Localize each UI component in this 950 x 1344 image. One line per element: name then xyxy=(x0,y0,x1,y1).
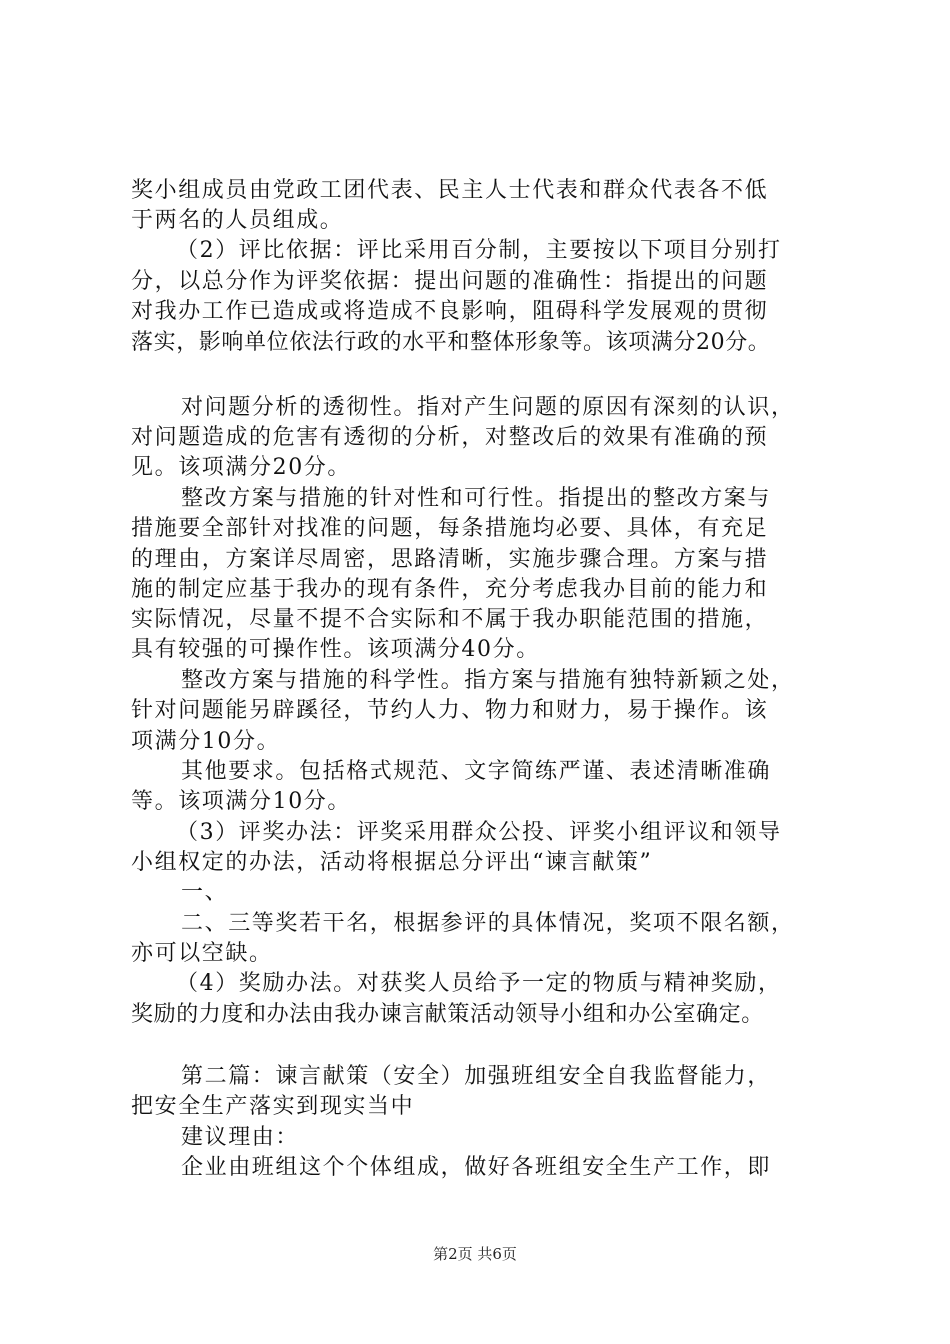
text-line: 整改方案与措施的针对性和可行性。指提出的整改方案与 xyxy=(181,486,772,511)
text-line: 施的制定应基于我办的现有条件，充分考虑我办目前的能力和 xyxy=(131,577,769,602)
text-line: 奖小组成员由党政工团代表、民主人士代表和群众代表各不低 xyxy=(131,178,769,203)
text-line: 分，以总分作为评奖依据：提出问题的准确性：指提出的问题 xyxy=(131,269,769,294)
text-line: 企业由班组这个个体组成，做好各班组安全生产工作，即 xyxy=(181,1155,772,1180)
text-line: 对问题造成的危害有透彻的分析，对整改后的效果有准确的预 xyxy=(131,425,769,450)
text-line: （4）奖励办法。对获奖人员给予一定的物质与精神奖励， xyxy=(176,971,782,996)
text-line: 整改方案与措施的科学性。指方案与措施有独特新颖之处， xyxy=(181,668,795,693)
text-line: 针对问题能另辟蹊径，节约人力、物力和财力，易于操作。该 xyxy=(131,698,769,723)
text-line: 的理由，方案详尽周密，思路清晰，实施步骤合理。方案与措 xyxy=(131,547,769,572)
text-line: 于两名的人员组成。 xyxy=(131,208,344,233)
text-line: 见。该项满分20分。 xyxy=(131,455,351,480)
text-line: （3）评奖办法：评奖采用群众公投、评奖小组评议和领导 xyxy=(176,820,782,845)
text-line: 具有较强的可操作性。该项满分40分。 xyxy=(131,637,540,662)
text-line: 实际情况，尽量不提不合实际和不属于我办职能范围的措施， xyxy=(131,607,769,632)
text-line: 一、 xyxy=(181,880,229,905)
text-line: 二、三等奖若干名，根据参评的具体情况，奖项不限名额， xyxy=(181,911,795,936)
section-heading: 第二篇：谏言献策（安全）加强班组安全自我监督能力， xyxy=(181,1064,772,1089)
text-line: （2）评比依据：评比采用百分制，主要按以下项目分别打 xyxy=(176,238,782,263)
text-line: 奖励的力度和办法由我办谏言献策活动领导小组和办公室确定。 xyxy=(131,1002,764,1027)
text-line: 措施要全部针对找准的问题，每条措施均必要、具体，有充足 xyxy=(131,516,769,541)
text-line: 建议理由： xyxy=(181,1125,300,1150)
text-line: 亦可以空缺。 xyxy=(131,941,273,966)
text-line: 其他要求。包括格式规范、文字简练严谨、表述清晰准确 xyxy=(181,759,772,784)
text-line: 对问题分析的透彻性。指对产生问题的原因有深刻的认识， xyxy=(181,395,795,420)
text-line: 对我办工作已造成或将造成不良影响，阻碍科学发展观的贯彻 xyxy=(131,299,769,324)
page-number-footer: 第2页 共6页 xyxy=(433,1245,517,1263)
text-line: 等。该项满分10分。 xyxy=(131,789,351,814)
section-heading: 把安全生产落实到现实当中 xyxy=(131,1094,415,1119)
text-line: 落实，影响单位依法行政的水平和整体形象等。该项满分20分。 xyxy=(131,330,771,355)
text-line: 小组权定的办法，活动将根据总分评出“谏言献策” xyxy=(131,850,653,875)
text-line: 项满分10分。 xyxy=(131,729,281,754)
